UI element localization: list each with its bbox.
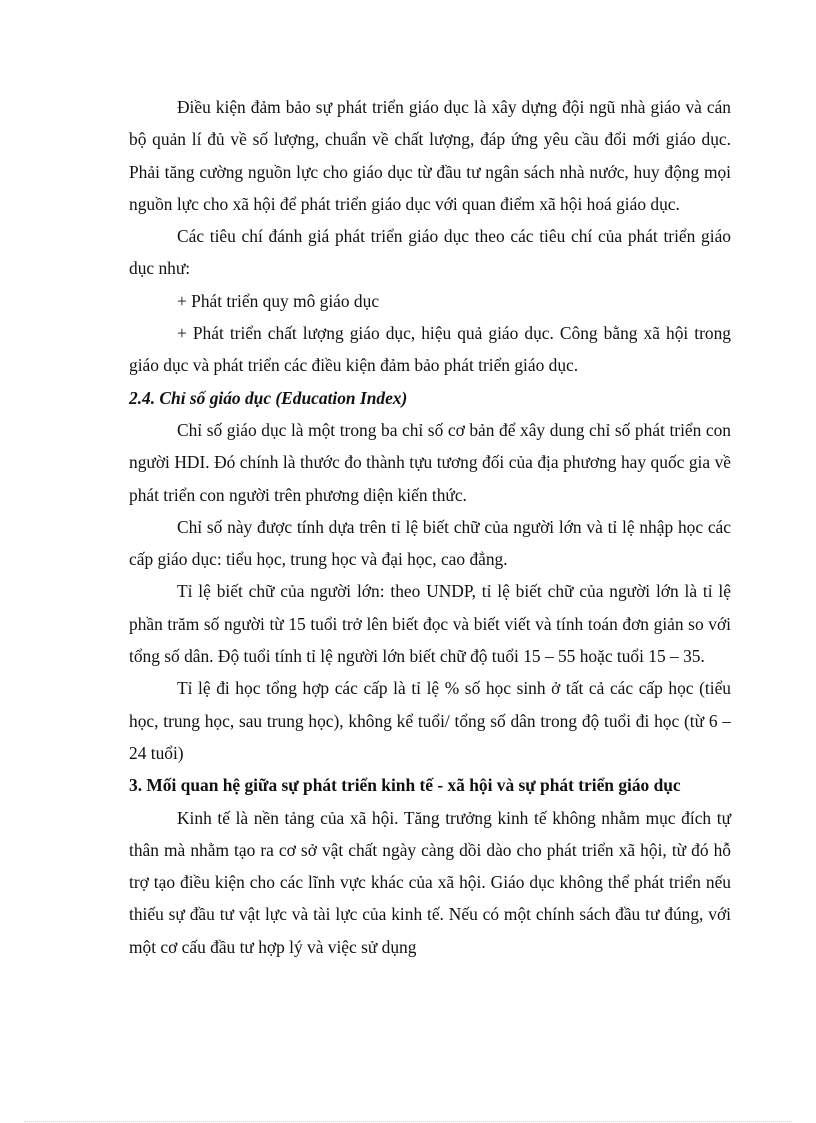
page-bottom-divider <box>24 1121 792 1122</box>
paragraph-index-calculation: Chỉ số này được tính dựa trên tỉ lệ biết chữ của người lớn và tỉ lệ nhập học các cấp giáo dục: tiểu học, trung học và đại học, cao đẳng. <box>129 516 731 570</box>
paragraph-education-conditions: Điều kiện đảm bảo sự phát triển giáo dục là xây dựng đội ngũ nhà giáo và cán bộ quản lí đủ về số lượng, chuẩn về chất lượng, đáp ứng yêu cầu đổi mới giáo dục. Phải tăng cường nguồn lực cho giáo dục từ đầu tư ngân sách nhà nước, huy động mọi nguồn lực cho xã hội để phát triển giáo dục với quan điểm xã hội hoá giáo dục. <box>129 97 731 214</box>
paragraph-economy-foundation: Kinh tế là nền tảng của xã hội. Tăng trưởng kinh tế không nhằm mục đích tự thân mà nhằm tạo ra cơ sở vật chất ngày càng dồi dào cho phát triển xã hội, từ đó hỗ trợ tạo điều kiện cho các lĩnh vực khác của xã hội. Giáo dục không thể phát triển nếu thiếu sự đầu tư vật lực và tài lực của kinh tế. Nếu có một chính sách đầu tư đúng, với một cơ cấu đầu tư hợp lý và việc sử dụng <box>129 807 731 957</box>
paragraph-adult-literacy: Tỉ lệ biết chữ của người lớn: theo UNDP, tỉ lệ biết chữ của người lớn là tỉ lệ phần trăm số người từ 15 tuổi trở lên biết đọc và biết viết và tính toán đơn giản so với tổng số dân. Độ tuổi tính tỉ lệ người lớn biết chữ độ tuổi 15 – 55 hoặc tuổi 15 – 35. <box>129 581 731 667</box>
bullet-quality-development: + Phát triển chất lượng giáo dục, hiệu quả giáo dục. Công bằng xã hội trong giáo dục và phát triển các điều kiện đảm bảo phát triển giáo dục. <box>129 323 731 376</box>
paragraph-education-index-definition: Chỉ số giáo dục là một trong ba chỉ số cơ bản để xây dung chỉ số phát triển con người HDI. Đó chính là thước đo thành tựu tương đối của địa phương hay quốc gia về phát triển con người trên phương diện kiến thức. <box>129 419 731 505</box>
section-heading-economy-education: 3. Mối quan hệ giữa sự phát triển kinh tế - xã hội và sự phát triển giáo dục <box>129 775 681 796</box>
paragraph-enrollment-rate: Tỉ lệ đi học tổng hợp các cấp là tỉ lệ % số học sinh ở tất cả các cấp học (tiểu học, trung học, sau trung học), không kể tuổi/ tổng số dân trong độ tuổi đi học (từ 6 – 24 tuổi) <box>129 678 731 763</box>
paragraph-evaluation-criteria: Các tiêu chí đánh giá phát triển giáo dục theo các tiêu chí của phát triển giáo dục như: <box>129 226 731 279</box>
document-body <box>129 91 731 963</box>
bullet-scale-development: + Phát triển quy mô giáo dục <box>177 290 380 311</box>
section-heading-education-index: 2.4. Chỉ số giáo dục (Education Index) <box>129 387 408 408</box>
